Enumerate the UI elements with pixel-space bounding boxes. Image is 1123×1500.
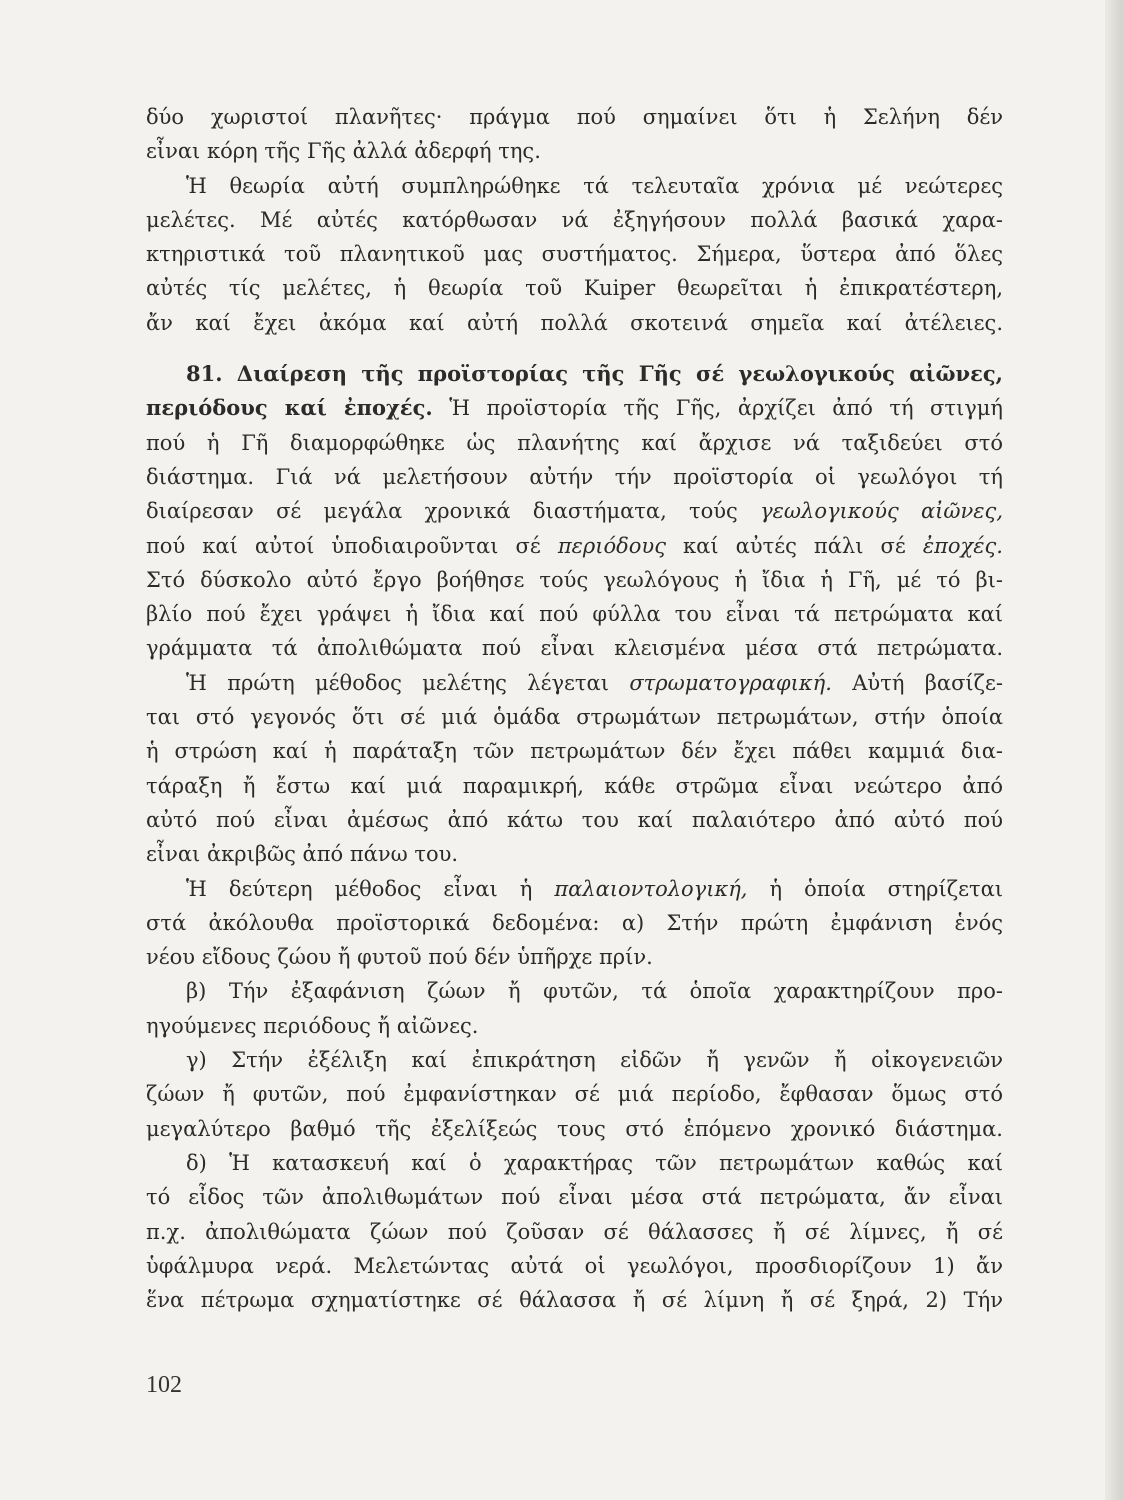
section-heading: 81. Διαίρεση τῆς προϊστορίας τῆς Γῆς σέ γεωλογικούς αἰῶνες, — [186, 361, 1003, 387]
text-line: βλίο πού ἔχει γράψει ἡ ἴδια καί πού φύλλα του εἶναι τά πετρώματα καί — [146, 602, 1003, 627]
text-line: μεγαλύτερο βαθμό τῆς ἐξελίξεώς τους στό ἑπόμενο χρονικό διάστημα. — [146, 1116, 1003, 1141]
text-line — [146, 391, 1003, 425]
text-line: εἶναι ἀκριβῶς ἀπό πάνω του. — [146, 842, 459, 867]
text-line: β) Τήν ἐξαφάνιση ζώων ἤ φυτῶν, τά ὁποῖα χαρακτηρίζουν προ- — [186, 979, 1003, 1004]
text-line: ται στό γεγονός ὅτι σέ μιά ὁμάδα στρωμάτων πετρωμάτων, στήν ὁποία — [146, 705, 1003, 730]
page-edge — [1105, 0, 1123, 1500]
text-line: πού ἡ Γῆ διαμορφώθηκε ὡς πλανήτης καί ἄρχισε νά ταξιδεύει στό — [146, 430, 1003, 455]
body-text — [146, 100, 1003, 1317]
text-line: μελέτες. Μέ αὐτές κατόρθωσαν νά ἐξηγήσουν πολλά βασικά χαρα- — [146, 207, 1003, 232]
text-line: δ) Ἡ κατασκευή καί ὁ χαρακτήρας τῶν πετρωμάτων καθώς καί — [186, 1150, 1003, 1175]
text-line: γ) Στήν ἐξέλιξη καί ἐπικράτηση εἰδῶν ἤ γενῶν ἤ οἰκογενειῶν — [186, 1048, 1003, 1073]
italic-term: περιόδους — [557, 533, 666, 558]
italic-term: γεωλογικούς αἰῶνες, — [760, 499, 1003, 524]
text-line: γράμματα τά ἀπολιθώματα πού εἶναι κλεισμένα μέσα στά πετρώματα. — [146, 636, 1003, 661]
text-line: στά ἀκόλουθα προϊστορικά δεδομένα: α) Στήν πρώτη ἐμφάνιση ἑνός — [146, 910, 1003, 935]
text-line: ὑφάλμυρα νερά. Μελετώντας αὐτά οἱ γεωλόγοι, προσδιορίζουν 1) ἄν — [146, 1253, 1003, 1278]
text-line: νέου εἴδους ζώου ἤ φυτοῦ πού δέν ὑπῆρχε πρίν. — [146, 945, 653, 970]
text-line — [146, 494, 1003, 528]
text-line: ζώων ἤ φυτῶν, πού ἐμφανίστηκαν σέ μιά περίοδο, ἔφθασαν ὅμως στό — [146, 1082, 1003, 1107]
text-run: Ἡ δεύτερη μέθοδος εἶναι ἡ — [186, 876, 533, 901]
text-line: τό εἶδος τῶν ἀπολιθωμάτων πού εἶναι μέσα στά πετρώματα, ἄν εἶναι — [146, 1185, 1003, 1210]
text-line: Ἡ θεωρία αὐτή συμπληρώθηκε τά τελευταῖα χρόνια μέ νεώτερες — [186, 173, 1003, 198]
text-line: διάστημα. Γιά νά μελετήσουν αὐτήν τήν προϊστορία οἱ γεωλόγοι τή — [146, 464, 1003, 489]
page-number: 102 — [146, 1372, 182, 1398]
text-line: ἄν καί ἔχει ἀκόμα καί αὐτή πολλά σκοτεινά σημεῖα καί ἀτέλειες. — [146, 310, 1003, 335]
text-line: ἡ στρώση καί ἡ παράταξη τῶν πετρωμάτων δέν ἔχει πάθει καμμιά δια- — [146, 739, 1003, 764]
text-run: Ἡ προϊστορία τῆς Γῆς, ἀρχίζει ἀπό τή στιγμή — [432, 396, 1003, 421]
text-line — [146, 666, 1003, 700]
italic-term: παλαιοντολογική, — [554, 876, 748, 901]
text-line: ἕνα πέτρωμα σχηματίστηκε σέ θάλασσα ἤ σέ λίμνη ἤ σέ ξηρά, 2) Τήν — [146, 1288, 1003, 1313]
italic-term: στρωματογραφική. — [629, 670, 832, 695]
text-run: διαίρεσαν σέ μεγάλα χρονικά διαστήματα, τούς — [146, 499, 738, 524]
text-line: τάραξη ἤ ἔστω καί μιά παραμικρή, κάθε στρῶμα εἶναι νεώτερο ἀπό — [146, 773, 1003, 798]
section-heading-cont: περιόδους καί ἐποχές. — [146, 395, 433, 421]
text-line: αὐτές τίς μελέτες, ἡ θεωρία τοῦ Kuiper θεωρεῖται ἡ ἐπικρατέστερη, — [146, 276, 1003, 301]
text-run: Ἡ πρώτη μέθοδος μελέτης λέγεται — [186, 670, 609, 695]
text-line: αὐτό πού εἶναι ἀμέσως ἀπό κάτω του καί παλαιότερο ἀπό αὐτό πού — [146, 807, 1003, 832]
text-run: πού καί αὐτοί ὑποδιαιροῦνται σέ — [146, 533, 541, 558]
text-line: δύο χωριστοί πλανῆτες· πράγμα πού σημαίνει ὅτι ἡ Σελήνη δέν — [146, 105, 1003, 129]
text-run: Αὐτή βασίζε- — [852, 670, 1004, 695]
text-line: Στό δύσκολο αὐτό ἔργο βοήθησε τούς γεωλόγους ἡ ἴδια ἡ Γῆ, μέ τό βι- — [146, 567, 1003, 592]
text-line — [146, 872, 1003, 906]
text-line: π.χ. ἀπολιθώματα ζώων πού ζοῦσαν σέ θάλασσες ἤ σέ λίμνες, ἤ σέ — [146, 1219, 1003, 1244]
text-line: εἶναι κόρη τῆς Γῆς ἀλλά ἀδερφή της. — [146, 139, 541, 164]
text-line: ηγούμενες περιόδους ἤ αἰῶνες. — [146, 1013, 479, 1038]
text-run: καί αὐτές πάλι σέ — [683, 533, 906, 558]
italic-term: ἐποχές. — [922, 533, 1003, 558]
text-line: κτηριστικά τοῦ πλανητικοῦ μας συστήματος. Σήμερα, ὕστερα ἀπό ὅλες — [146, 242, 1003, 267]
text-line — [146, 529, 1003, 563]
text-run: ἡ ὁποία στηρίζεται — [769, 876, 1003, 901]
